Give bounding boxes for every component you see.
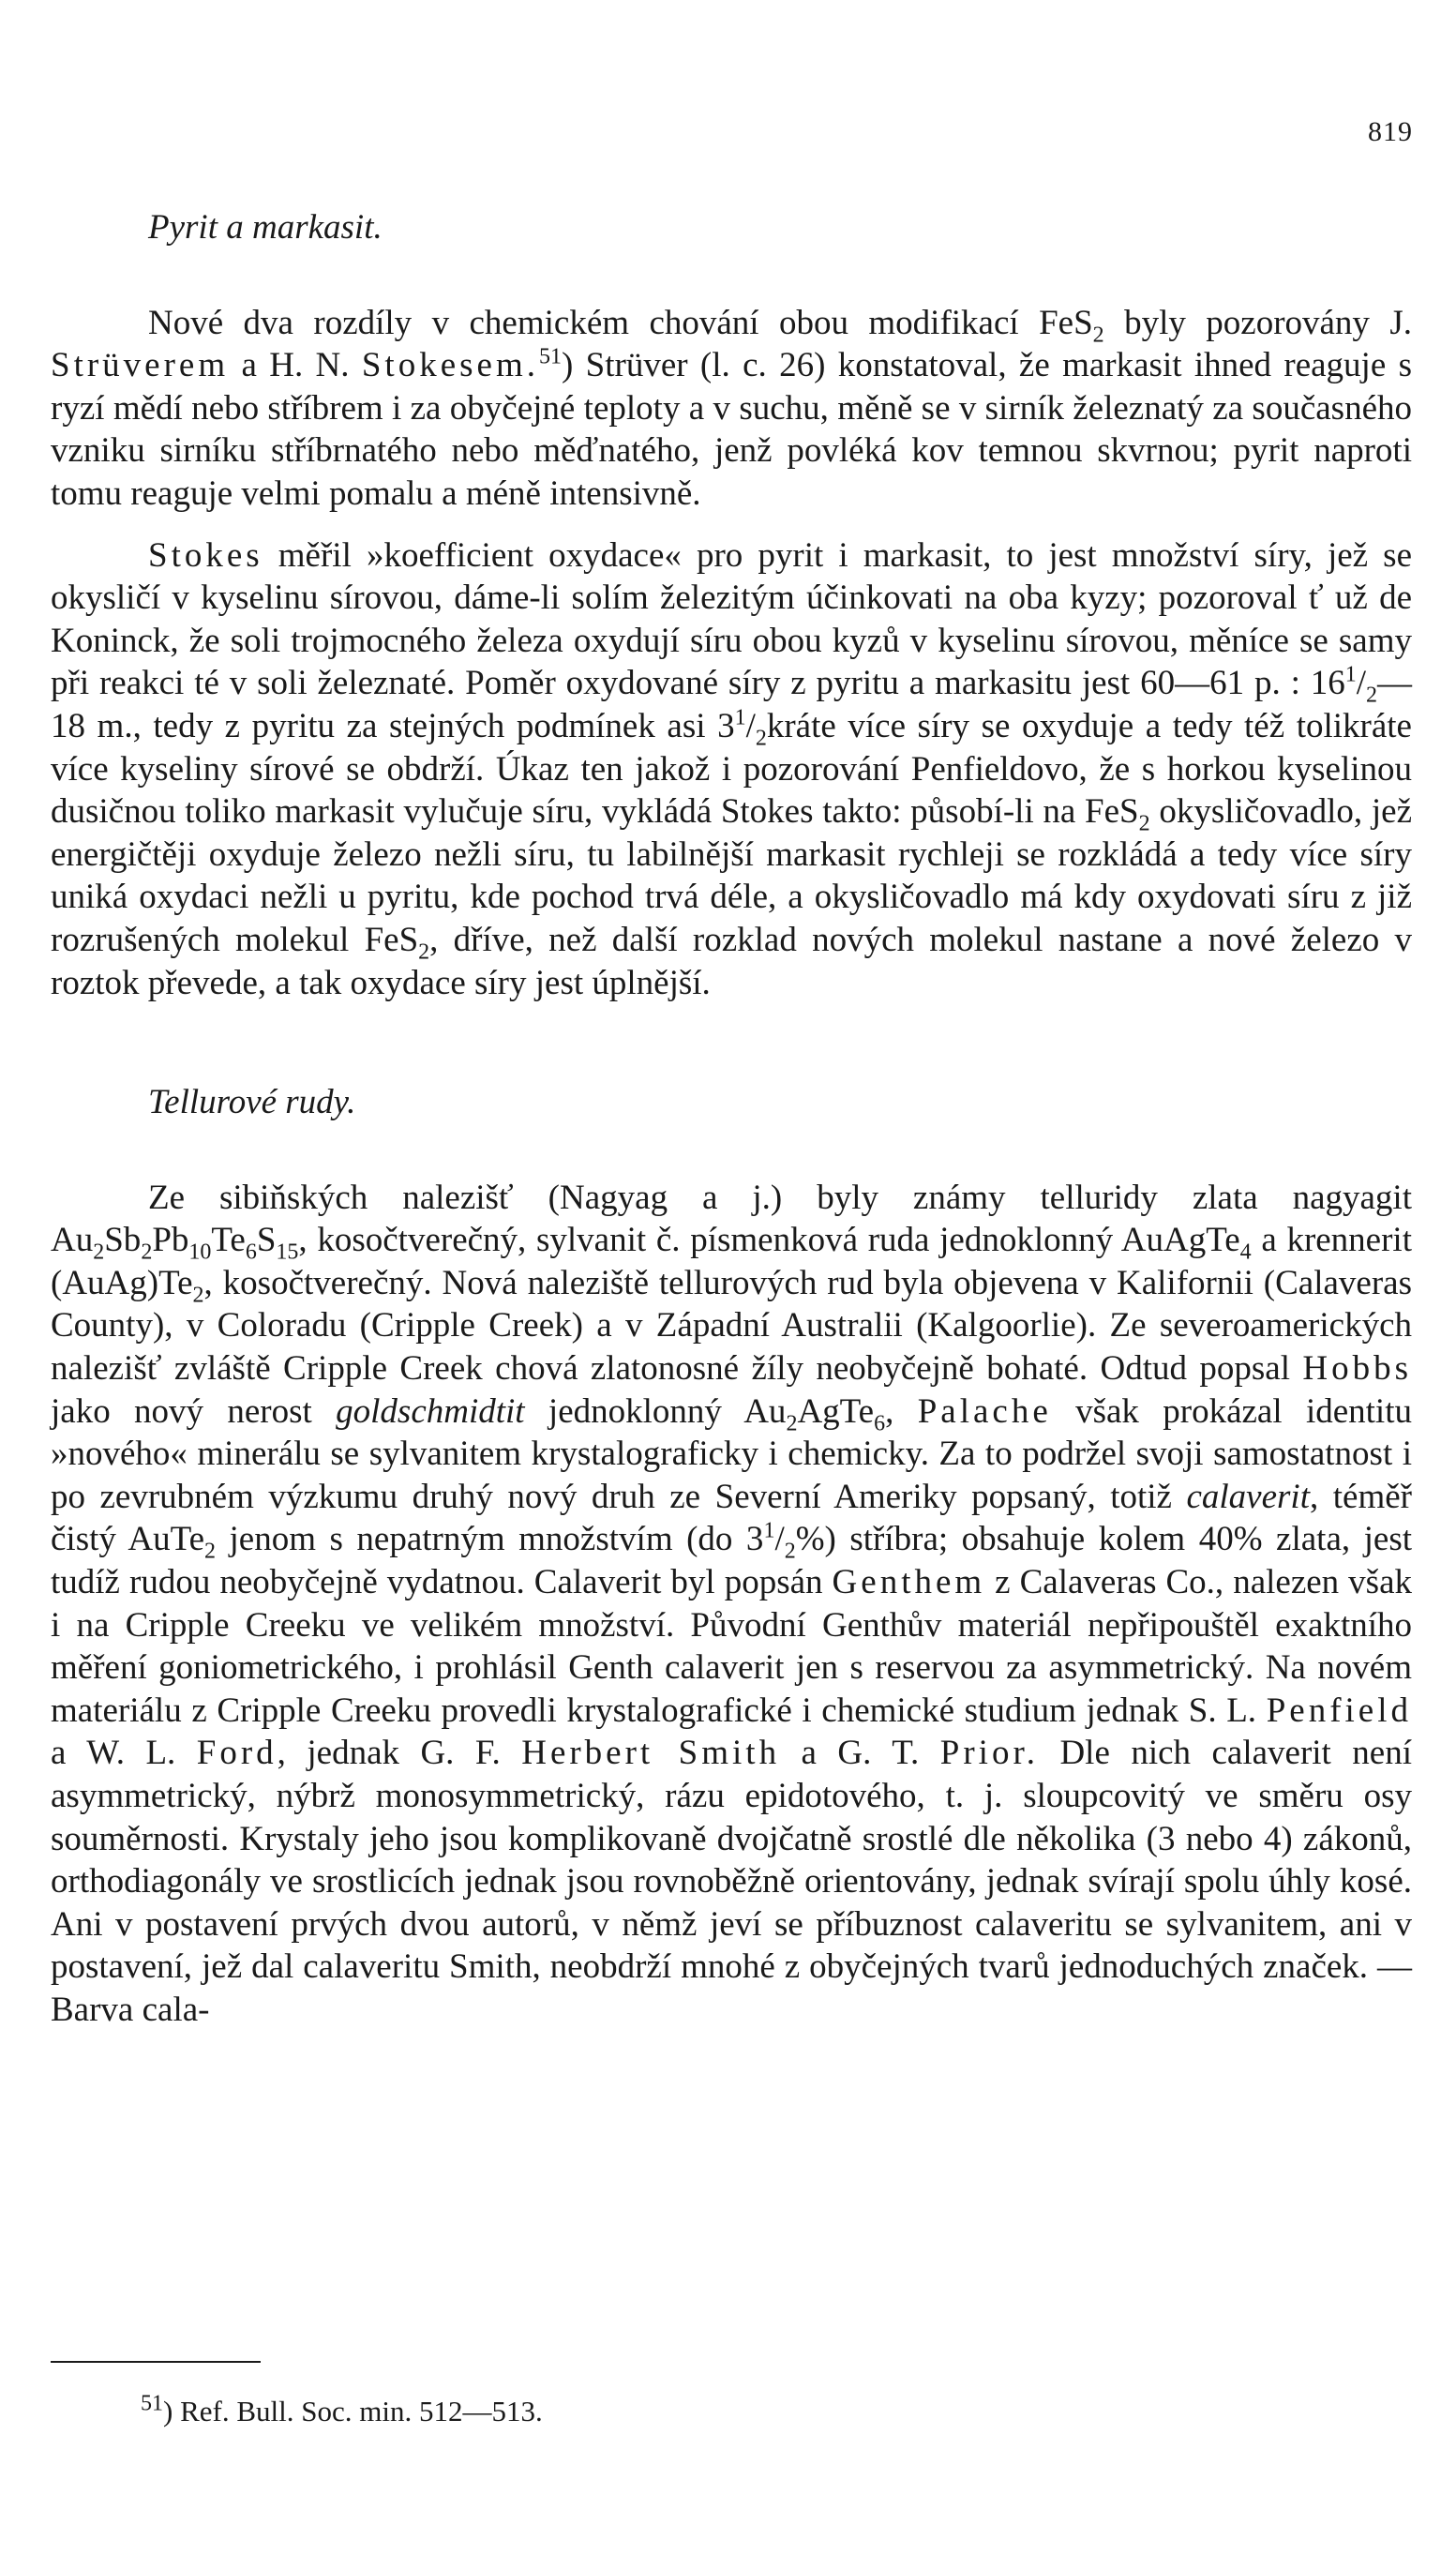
author-penfield: Penfield bbox=[1266, 1691, 1412, 1730]
paragraph-tellur-1: Ze sibiňských nalezišť (Nagyag a j.) byly známy telluridy zlata nagyagit $Au_2Sb_2Pb_{10}Te_6S_{15}$, kosočtverečný, sylvanit č. písmenková ruda jednoklonný AuAgTe$_4$ a krennerit $(AuAg)Te_2$, kosočtverečný. Nová naleziště tellurových rud byla objevena v Kalifornii (Calaveras County), v Coloradu (Cripple Creek) a v Západní Australii (Kalgoorlie). Ze severoamerických nalezišť zvláště Cripple Creek chová zlatonosné žíly neobyčejně bohaté. Odtud popsal Hobbs jako nový nerost goldschmidtit jednoklonný $Au_2AgTe_6$, Palache však prokázal identitu »nového« minerálu se sylvanitem krystalograficky i chemicky. Za to podržel svoji samostatnost i po zevrubném výzkumu druhý nový druh ze Severní Ameriky popsaný, totiž calaverit, téměř čistý AuTe$_2$ jenom s nepatrným množstvím (do $3^1/_2\%$) stříbra; obsahuje kolem 40% zlata, jest tudíž rudou neobyčejně vydatnou. Calaverit byl popsán Genthem z Calaveras Co., nalezen však i na Cripple Creeku ve velikém množství. Původní Genthův materiál nepřipouštěl exaktního měření goniometrického, i prohlásil Genth calaverit jen s reservou za asymmetrický. Na novém materiálu z Cripple Creeku provedli krystalografické i chemické studium jednak S. L. Penfield a W. L. Ford, jednak G. F. Herbert Smith a G. T. Prior. Dle nich calaverit není asymmetrický, nýbrž monosymmetrický, rázu epidotového, t. j. sloupcovitý ve směru osy souměrnosti. Krystaly jeho jsou komplikovaně dvojčatně srostlé dle několika (3 nebo 4) zákonů, orthodiagonály ve srostlicích jednak jsou rovnoběžně orientovány, jednak svírají spolu úhly kosé. Ani v postavení prvých dvou autorů, v němž jeví se příbuznost calaveritu se sylvanitem, ani v postavení, jež dal calaveritu Smith, neobdrží mnohé z obyčejných tvarů jednoduchých značek. — Barva cala- bbox=[51, 1178, 1413, 2029]
paragraph-pyrit-1: Nové dva rozdíly v chemickém chování obou modifikací FeS$_2$ byly pozorovány J. Strüverem a H. N. Stokesem.$^{51}$) Strüver (l. c. 26) konstatoval, že markasit ihned reaguje s ryzí mědí nebo stříbrem i za obyčejné teploty a v suchu, měně se v sirník železnatý za současného vzniku sirníku stříbrnatého nebo měďnatého, jenž povléká kov temnou skvrnou; pyrit naproti tomu reaguje velmi pomalu a méně intensivně. bbox=[51, 303, 1412, 513]
mineral-calaverit: calaverit bbox=[1186, 1477, 1310, 1516]
author-herbert-smith: Herbert Smith bbox=[521, 1734, 781, 1773]
author-ford: Ford bbox=[196, 1734, 278, 1773]
author-stokes: Stokesem. bbox=[361, 346, 539, 385]
section-heading-pyrit: Pyrit a markasit. bbox=[148, 208, 383, 247]
page-body bbox=[51, 206, 1412, 2051]
author-prior: Prior. bbox=[939, 1734, 1039, 1773]
author-struver: Strüverem bbox=[51, 346, 230, 385]
footnote-divider bbox=[51, 2361, 261, 2363]
section-heading-tellur: Tellurové rudy. bbox=[148, 1083, 356, 1122]
footnote-ref: 51 bbox=[538, 344, 562, 369]
author-genth: Genthem bbox=[832, 1563, 986, 1602]
author-hobbs: Hobbs bbox=[1302, 1349, 1412, 1389]
author-palache: Palache bbox=[917, 1391, 1052, 1431]
paragraph-pyrit-2: Stokes měřil »koefficient oxydace« pro pyrit i markasit, to jest množství síry, jež se okysličí v kyselinu sírovou, dáme-li solím železitým účinkovati na oba kyzy; pozoroval ť už de Koninck, že soli trojmocného železa oxydují síru obou kyzů v kyselinu sírovou, měníce se samy při reakci té v soli železnaté. Poměr oxydované síry z pyritu a markasitu jest 60—61 p. : $16^1/_2—18$ m., tedy z pyritu za stejných podmínek asi $3^1/_2kráte$ více síry se oxyduje a tedy též tolikráte více kyseliny sírové se obdrží. Úkaz ten jakož i pozorování Penfieldovo, že s horkou kyselinou dusičnou toliko markasit vylučuje síru, vykládá Stokes takto: působí-li na FeS$_2$ okysličovadlo, jež energičtěji oxyduje železo nežli síru, tu labilnější markasit rychleji se rozkládá a tedy více síry uniká oxydaci nežli u pyritu, kde pochod trvá déle, a okysličovadlo má kdy oxydovati síru z již rozrušených molekul FeS$_2$, dříve, než další rozklad nových molekul nastane a nové železo v roztok převede, a tak oxydace síry jest úplnější. bbox=[51, 535, 1413, 1002]
author-stokes-2: Stokes bbox=[148, 535, 263, 575]
mineral-goldschmidtit: goldschmidtit bbox=[336, 1391, 525, 1431]
footnote: $^{51}$) Ref. Bull. Soc. min. 512—513. bbox=[141, 2391, 543, 2427]
page-number: 819 bbox=[1368, 116, 1413, 147]
